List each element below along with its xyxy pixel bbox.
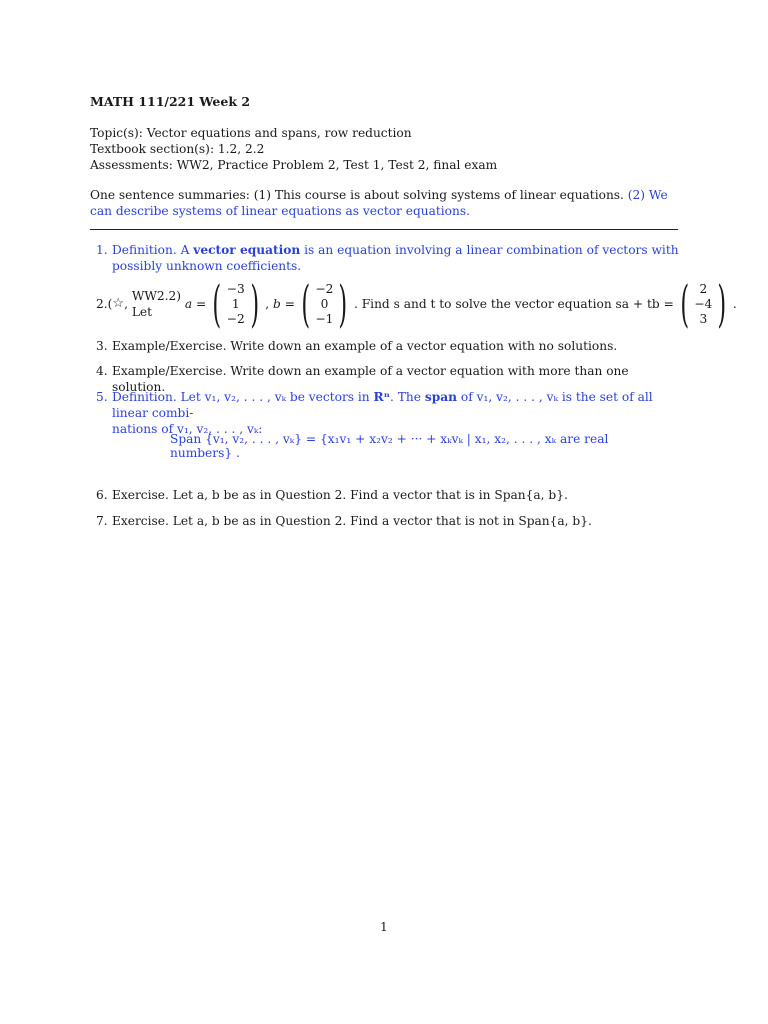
summary-paragraph bbox=[90, 187, 680, 219]
item-1-lead: Definition. A bbox=[112, 243, 190, 257]
item-6-text: Exercise. Let a, b be as in Question 2. Find a vector that is in Span{a, b}. bbox=[112, 488, 568, 502]
item-5-line1-a: Definition. Let v₁, v₂, . . . , vₖ be vectors in bbox=[112, 390, 370, 404]
list-item-2: 2. ( ☆ , WW2.2) Let a = ( −3 1 −2 ) , b = ( −2 0 −1 ) . Find s and t to solve the vector equation sa + tb = ( 2 −4 3 ) . bbox=[90, 278, 680, 330]
comma: , bbox=[124, 297, 132, 311]
item-number: 1. bbox=[96, 243, 108, 257]
star-icon: ☆ bbox=[112, 296, 125, 311]
list-item-1 bbox=[90, 242, 680, 274]
comma-b: , bbox=[265, 297, 274, 311]
item-2-find: . Find s and t to solve the vector equation sa + tb = bbox=[353, 297, 674, 311]
item-4-text: Example/Exercise. Write down an example of a vector equation with more than one solution. bbox=[112, 364, 629, 394]
list-item-5 bbox=[90, 389, 680, 437]
term-span: span bbox=[424, 390, 457, 404]
vector-a: ( −3 1 −2 ) bbox=[212, 275, 259, 333]
document-page bbox=[90, 0, 737, 1024]
summary-part-1: One sentence summaries: (1) This course is about solving systems of linear equations. bbox=[90, 188, 624, 202]
item-5-line1-c: of v₁, v₂, . . . , vₖ is the set of all linear combi- bbox=[112, 390, 653, 420]
assessments-line: Assessments: WW2, Practice Problem 2, Test 1, Test 2, final exam bbox=[90, 158, 498, 172]
page-title: MATH 111/221 Week 2 bbox=[90, 94, 251, 109]
item-number: 4. bbox=[96, 364, 108, 378]
vector-a-entry: −2 bbox=[226, 311, 245, 326]
list-item-7 bbox=[90, 513, 680, 529]
item-number: 5. bbox=[96, 390, 108, 404]
vector-a-entry: −3 bbox=[226, 281, 245, 296]
rn-symbol: Rⁿ bbox=[373, 390, 390, 404]
var-a: a = bbox=[181, 297, 207, 311]
summary-part-2: (2) We can describe systems of linear equations as vector equations. bbox=[90, 188, 668, 218]
topics-line: Topic(s): Vector equations and spans, row reduction bbox=[90, 126, 412, 140]
vector-rhs-entry: 3 bbox=[699, 311, 708, 326]
term-vector-equation: vector equation bbox=[193, 243, 301, 257]
item-number: 2. bbox=[96, 297, 108, 311]
paren-open: ( bbox=[107, 297, 113, 311]
item-1-rest: is an equation involving a linear combination of vectors with possibly unknown coefficients. bbox=[112, 243, 679, 273]
item-number: 3. bbox=[96, 339, 108, 353]
item-3-text: Example/Exercise. Write down an example of a vector equation with no solutions. bbox=[112, 339, 618, 353]
header-meta bbox=[90, 125, 497, 173]
span-formula: Span {v₁, v₂, . . . , vₖ} = {x₁v₁ + x₂v₂ + ··· + xₖvₖ | x₁, x₂, . . . , xₖ are real numbers} . bbox=[170, 432, 609, 460]
item-5-line1-b: . The bbox=[390, 390, 421, 404]
list-item-3 bbox=[90, 338, 680, 354]
vector-rhs: ( 2 −4 3 ) bbox=[680, 275, 727, 333]
item-5-line2: nations of v₁, v₂, . . . , vₖ: bbox=[112, 422, 263, 436]
vector-b-entry: 0 bbox=[320, 296, 329, 311]
page-number: 1 bbox=[380, 920, 388, 934]
vector-rhs-entry: 2 bbox=[699, 281, 708, 296]
vector-a-entry: 1 bbox=[231, 296, 240, 311]
vector-b-entry: −2 bbox=[315, 281, 334, 296]
item-2-lead: WW2.2) Let bbox=[131, 289, 182, 319]
item-7-text: Exercise. Let a, b be as in Question 2. Find a vector that is not in Span{a, b}. bbox=[112, 514, 592, 528]
vector-b: ( −2 0 −1 ) bbox=[301, 275, 348, 333]
item-number: 6. bbox=[96, 488, 108, 502]
item-number: 7. bbox=[96, 514, 108, 528]
var-b: b bbox=[273, 297, 281, 311]
horizontal-rule bbox=[90, 229, 678, 230]
list-item-6 bbox=[90, 487, 680, 503]
vector-rhs-entry: −4 bbox=[694, 296, 713, 311]
textbook-line: Textbook section(s): 1.2, 2.2 bbox=[90, 142, 265, 156]
vector-b-entry: −1 bbox=[315, 311, 334, 326]
